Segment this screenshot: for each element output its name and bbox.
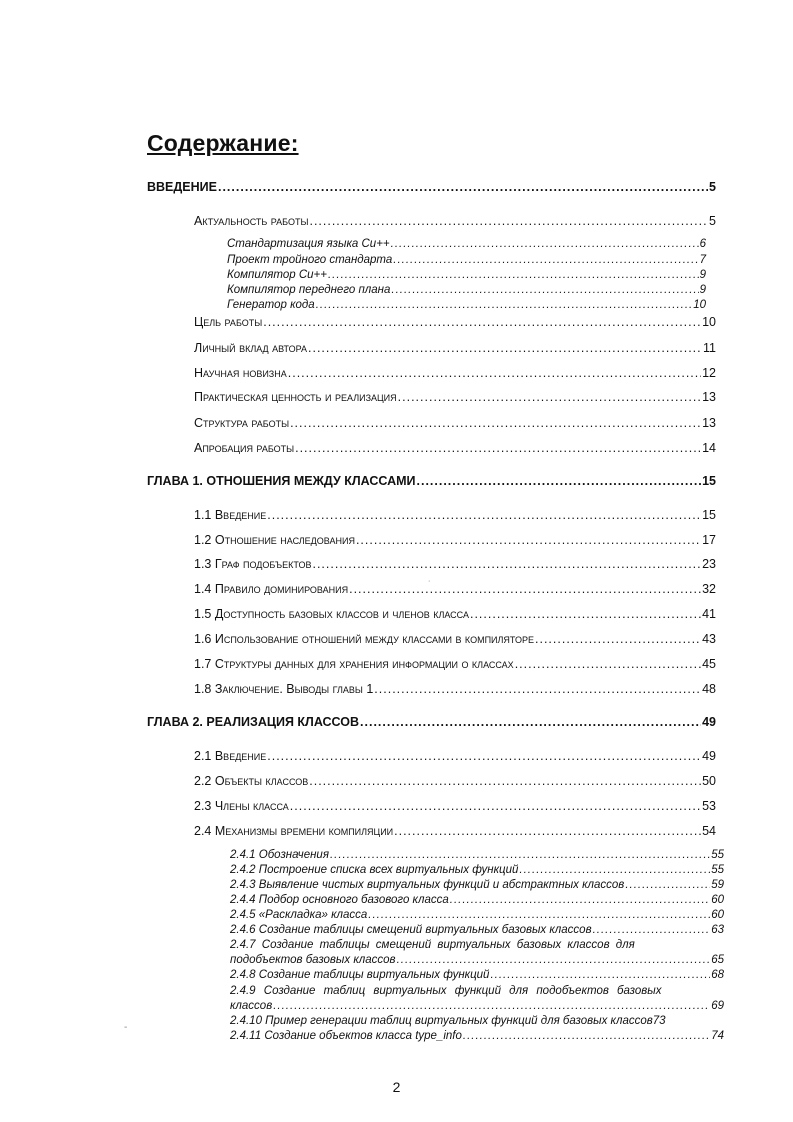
toc-entry-line1: 2.4.9 Создание таблиц виртуальных функций для подобъектов базовых	[230, 985, 662, 997]
toc-label: 2.4.8 Создание таблицы виртуальных функций	[230, 969, 490, 981]
toc-entry[interactable]	[230, 924, 724, 936]
scan-speck: ˙	[428, 580, 432, 591]
toc-page: 15	[702, 508, 716, 522]
toc-label: Практическая ценность и реализация	[194, 390, 397, 404]
toc-page: 32	[702, 582, 716, 596]
toc-page: 6	[699, 238, 706, 250]
scan-speck: -	[124, 1022, 128, 1033]
toc-entry[interactable]	[230, 1030, 724, 1042]
toc-entry-chapter-2[interactable]	[147, 715, 716, 729]
page-title: Содержание:	[147, 130, 299, 156]
toc-entry[interactable]	[230, 879, 724, 891]
toc-entry[interactable]	[194, 657, 716, 671]
toc-page: 53	[702, 799, 716, 813]
toc-entry[interactable]	[194, 315, 716, 329]
toc-page: 55	[711, 849, 724, 861]
page-number: 2	[392, 1079, 401, 1095]
toc-page: 5	[709, 214, 716, 228]
toc-label: Проект тройного стандарта	[227, 254, 393, 266]
toc-page: 13	[702, 416, 716, 430]
toc-entry-introduction[interactable]	[147, 180, 716, 194]
toc-label: 2.1 Введение	[194, 749, 267, 763]
toc-label: 1.2 Отношение наследования	[194, 533, 355, 547]
toc-entry[interactable]	[194, 824, 716, 838]
toc-page: 49	[702, 715, 716, 729]
toc-label: классов	[230, 1000, 273, 1012]
toc-entry[interactable]	[194, 508, 716, 522]
toc-page: 63	[711, 924, 724, 936]
toc-entry[interactable]	[194, 682, 716, 696]
toc-entry[interactable]	[194, 366, 716, 380]
toc-entry[interactable]	[230, 894, 724, 906]
toc-label: подобъектов базовых классов	[230, 954, 396, 966]
toc-label: Структура работы	[194, 416, 290, 430]
toc-entry[interactable]	[230, 1000, 724, 1012]
toc-entry[interactable]	[194, 632, 716, 646]
toc-entry[interactable]	[230, 864, 724, 876]
toc-page: 43	[702, 632, 716, 646]
toc-label: Стандартизация языка Си++	[227, 238, 390, 250]
toc-label: 2.4.10 Пример генерации таблиц виртуальных функций для базовых классов	[230, 1015, 653, 1027]
toc-entry[interactable]	[230, 1015, 740, 1027]
toc-entry-line1: 2.4.7 Создание таблицы смещений виртуальных базовых классов для	[230, 939, 635, 951]
toc-entry[interactable]	[194, 416, 716, 430]
toc-label: Актуальность работы	[194, 214, 309, 228]
toc-label: Личный вклад автора	[194, 341, 308, 355]
toc-entry[interactable]	[194, 341, 716, 355]
toc-entry[interactable]	[194, 799, 716, 813]
toc-page: 23	[702, 557, 716, 571]
toc-label: 2.3 Члены класса	[194, 799, 289, 813]
toc-label: ГЛАВА 2. РЕАЛИЗАЦИЯ КЛАССОВ	[147, 715, 360, 729]
toc-page: 49	[702, 749, 716, 763]
toc-page: 17	[702, 533, 716, 547]
toc-label: 2.4 Механизмы времени компиляции	[194, 824, 394, 838]
toc-label: 2.2 Объекты классов	[194, 774, 309, 788]
toc-entry[interactable]	[194, 441, 716, 455]
toc-label: 2.4.11 Создание объектов класса type_info	[230, 1030, 462, 1042]
toc-page: 68	[711, 969, 724, 981]
toc-entry[interactable]	[194, 557, 716, 571]
toc-entry[interactable]	[227, 254, 706, 266]
toc-label: 1.4 Правило доминирования	[194, 582, 349, 596]
toc-page: 73	[652, 1015, 666, 1027]
toc-label: 1.5 Доступность базовых классов и членов класса	[194, 607, 469, 621]
toc-label: Цель работы	[194, 315, 263, 329]
toc-page: 9	[699, 269, 706, 281]
toc-entry[interactable]	[194, 390, 716, 404]
toc-entry[interactable]	[227, 238, 706, 250]
toc-label: Генератор кода	[227, 299, 315, 311]
toc-entry[interactable]	[194, 749, 716, 763]
toc-entry[interactable]	[194, 214, 716, 228]
toc-entry[interactable]	[230, 849, 724, 861]
toc-page: 5	[709, 180, 716, 194]
toc-label: 2.4.1 Обозначения	[230, 849, 329, 861]
toc-label: Апробация работы	[194, 441, 295, 455]
toc-page: 65	[711, 954, 724, 966]
toc-entry[interactable]	[227, 284, 706, 296]
toc-label: 1.3 Граф подобъектов	[194, 557, 312, 571]
toc-label: 1.1 Введение	[194, 508, 267, 522]
toc-page: 10	[693, 299, 706, 311]
toc-page: 60	[711, 894, 724, 906]
toc-entry[interactable]	[230, 969, 724, 981]
toc-page: 7	[699, 254, 706, 266]
toc-label: 1.6 Использование отношений между классами в компиляторе	[194, 632, 535, 646]
toc-label: 2.4.3 Выявление чистых виртуальных функций и абстрактных классов	[230, 879, 625, 891]
toc-page: 14	[702, 441, 716, 455]
toc-entry[interactable]	[194, 582, 716, 596]
toc-page: 59	[711, 879, 724, 891]
toc-label: 2.4.2 Построение списка всех виртуальных функций	[230, 864, 519, 876]
toc-entry[interactable]	[194, 533, 716, 547]
toc-entry[interactable]	[227, 269, 706, 281]
toc-page: 54	[702, 824, 716, 838]
toc-page: 9	[699, 284, 706, 296]
toc-page: 60	[711, 909, 724, 921]
toc-page: 41	[702, 607, 716, 621]
toc-page: 74	[711, 1030, 724, 1042]
toc-label: 2.4.6 Создание таблицы смещений виртуальных базовых классов	[230, 924, 592, 936]
toc-page: 50	[702, 774, 716, 788]
toc-page: 13	[702, 390, 716, 404]
toc-label: 1.8 Заключение. Выводы главы 1	[194, 682, 374, 696]
toc-entry[interactable]	[227, 299, 706, 311]
toc-entry-chapter-1[interactable]	[147, 474, 716, 488]
toc-entry[interactable]	[194, 774, 716, 788]
toc-label: Научная новизна	[194, 366, 287, 380]
toc-page: 11	[703, 341, 716, 355]
toc-label: Компилятор переднего плана	[227, 284, 391, 296]
toc-page: 10	[702, 315, 716, 329]
toc-label: 1.7 Структуры данных для хранения информации о классах	[194, 657, 514, 671]
toc-label: 2.4.4 Подбор основного базового класса	[230, 894, 449, 906]
toc-page: 55	[711, 864, 724, 876]
toc-page: 45	[702, 657, 716, 671]
toc-page: 12	[702, 366, 716, 380]
toc-entry[interactable]	[230, 909, 724, 921]
toc-entry[interactable]	[230, 954, 724, 966]
toc-page: 15	[702, 474, 716, 488]
toc-label: 2.4.5 «Раскладка» класса	[230, 909, 368, 921]
toc-entry[interactable]	[194, 607, 716, 621]
toc-page: 69	[711, 1000, 724, 1012]
toc-page: 48	[702, 682, 716, 696]
toc-label: Компилятор Си++	[227, 269, 327, 281]
toc-label: ГЛАВА 1. ОТНОШЕНИЯ МЕЖДУ КЛАССАМИ	[147, 474, 416, 488]
toc-label: ВВЕДЕНИЕ	[147, 180, 217, 194]
